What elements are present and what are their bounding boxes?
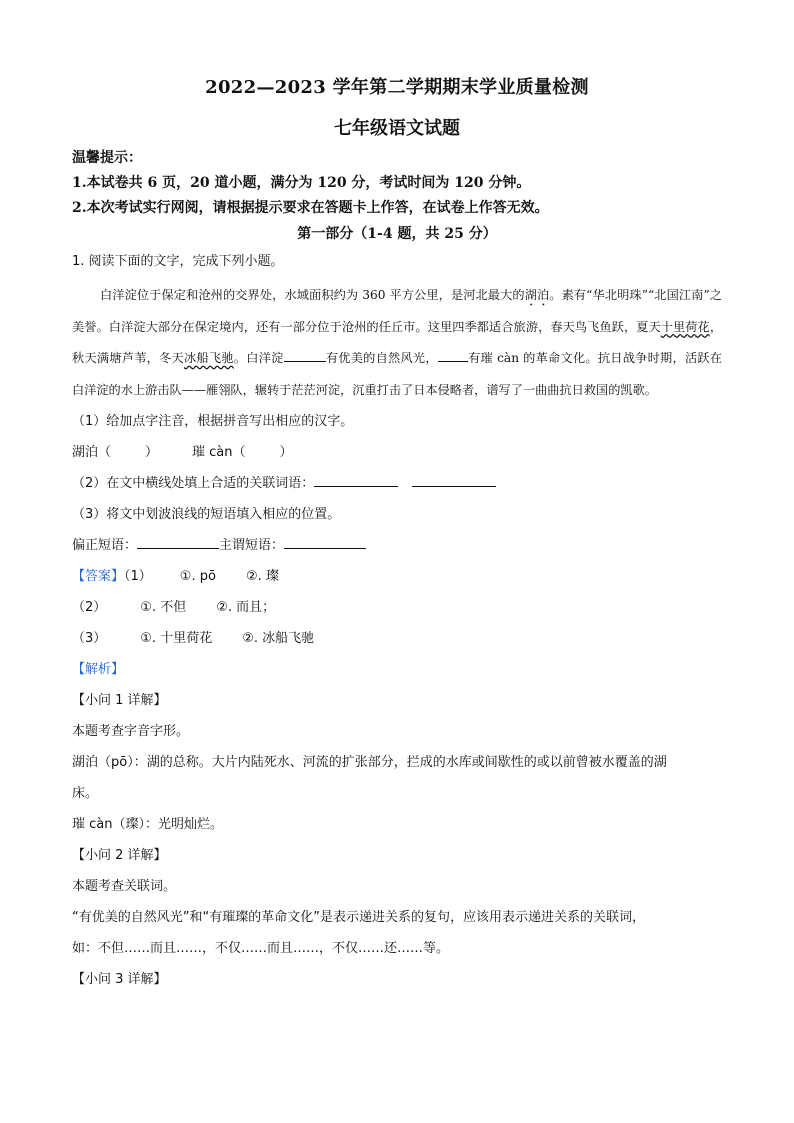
part-title: 第一部分（1-4 题，共 25 分）: [297, 226, 497, 242]
section-2-heading: 【小问 2 详解】: [72, 848, 167, 863]
dotted-word: 湖泊: [524, 288, 550, 302]
sub-question-2: [72, 468, 722, 499]
sub-question-1: （1）给加点字注音，根据拼音写出相应的汉字。: [72, 414, 354, 429]
item-number: ②.: [245, 569, 262, 584]
question-1-stem: 1. 阅读下面的文字，完成下列小题。: [72, 254, 284, 269]
label-cuican: 璀 càn（: [192, 445, 246, 460]
tips-heading: 温馨提示：: [72, 150, 142, 166]
exam-page: [72, 60, 722, 995]
passage-text: 。素有“华北明珠”“北国江南”之美誉。白洋淀大部分在保定境内，还有一部分位于沧州的任丘市。这里四季都适合旅游，春天鸟飞鱼跃，夏天: [72, 288, 722, 334]
analysis-text: 璀 càn（璨）：光明灿烂。: [72, 817, 223, 832]
wavy-phrase-1: 十里荷花: [660, 319, 710, 334]
wavy-phrase-2: 冰船飞驰: [184, 351, 234, 365]
tips-item-2: 2.本次考试实行网阅，请根据提示要求在答题卡上作答，在试卷上作答无效。: [72, 200, 549, 216]
passage-text: ，秋天满塘芦苇，冬天: [72, 319, 722, 365]
section-1-heading: 【小问 1 详解】: [72, 693, 167, 708]
label-zhuwei: 主谓短语：: [219, 538, 285, 553]
analysis-text: 如：不但……而且……，不仅……而且……，不仅……还……等。: [72, 941, 450, 956]
analysis-text: 本题考查关联词。: [72, 879, 177, 894]
answer-value: 不但: [160, 600, 187, 615]
section-3-heading: 【小问 3 详解】: [72, 972, 167, 987]
fill-blank-1[interactable]: [284, 347, 326, 362]
answer-row-3: [72, 623, 722, 654]
answer-tag: 【答案】: [72, 569, 125, 584]
fill-blank-2[interactable]: [438, 347, 468, 362]
label-pianzheng: 偏正短语：: [72, 538, 138, 553]
sub-question-3-blanks: [72, 530, 722, 561]
answer-blank-a[interactable]: [314, 472, 398, 487]
answer-value: 冰船飞驰: [262, 631, 315, 646]
answer-value: 璨: [265, 569, 279, 584]
sub-question-1-blanks: [72, 437, 722, 468]
item-number: ①.: [140, 631, 157, 646]
paren-close: ）: [145, 445, 159, 460]
analysis-text: “有优美的自然风光”和“有璀璨的革命文化”是表示递进关系的复句，应该用表示递进关系的关联词，: [72, 910, 645, 925]
passage-text: 有优美的自然风光，: [325, 351, 438, 365]
item-number: ②.: [216, 600, 233, 615]
answer-value: 而且；: [236, 600, 276, 615]
item-number: ①.: [179, 569, 196, 584]
answer-blank-pianzheng[interactable]: [137, 534, 219, 549]
analysis-text: 床。: [72, 786, 99, 801]
analysis-text: 湖泊（pō）：湖的总称。大片内陆死水、河流的扩张部分，拦成的水库或间歇性的或以前曾被水覆盖的湖: [72, 755, 667, 770]
item-number: ②.: [242, 631, 259, 646]
paren-close: ）: [279, 445, 293, 460]
answer-row-1: [72, 561, 722, 592]
answer-value: pō: [199, 569, 216, 584]
answer-row-2: [72, 592, 722, 623]
analysis-tag: 【解析】: [72, 662, 125, 677]
answer-blank-zhuwei[interactable]: [284, 534, 366, 549]
item-number: ①.: [140, 600, 157, 615]
answer-label: （1）: [124, 569, 152, 584]
exam-title: 2022—2023 学年第二学期期末学业质量检测: [205, 77, 589, 98]
answer-value: 十里荷花: [160, 631, 213, 646]
exam-subtitle: 七年级语文试题: [334, 118, 460, 139]
sub-question-2-text: （2）在文中横线处填上合适的关联词语：: [72, 476, 315, 491]
analysis-text: 本题考查字音字形。: [72, 724, 190, 739]
passage-text: 。白洋淀: [233, 351, 284, 365]
passage-text: 白洋淀位于保定和沧州的交界处，水域面积约为 360 平方公里，是河北最大的: [100, 288, 525, 302]
reading-passage: [72, 280, 722, 406]
answer-label: （2）: [72, 600, 107, 615]
tips-item-1: 1.本试卷共 6 页，20 道小题，满分为 120 分，考试时间为 120 分钟。: [72, 175, 531, 191]
answer-label: （3）: [72, 631, 107, 646]
sub-question-3: （3）将文中划波浪线的短语填入相应的位置。: [72, 507, 341, 522]
answer-blank-b[interactable]: [412, 472, 496, 487]
passage-text: 有璀 càn 的革命文化。抗日战争时期，活跃在白洋淀的水上游击队——雁翎队，辗转于茫茫河淀，沉重打击了日本侵略者，谱写了一曲曲抗日救国的凯歌。: [72, 351, 723, 397]
label-hubo: 湖泊（: [72, 445, 112, 460]
